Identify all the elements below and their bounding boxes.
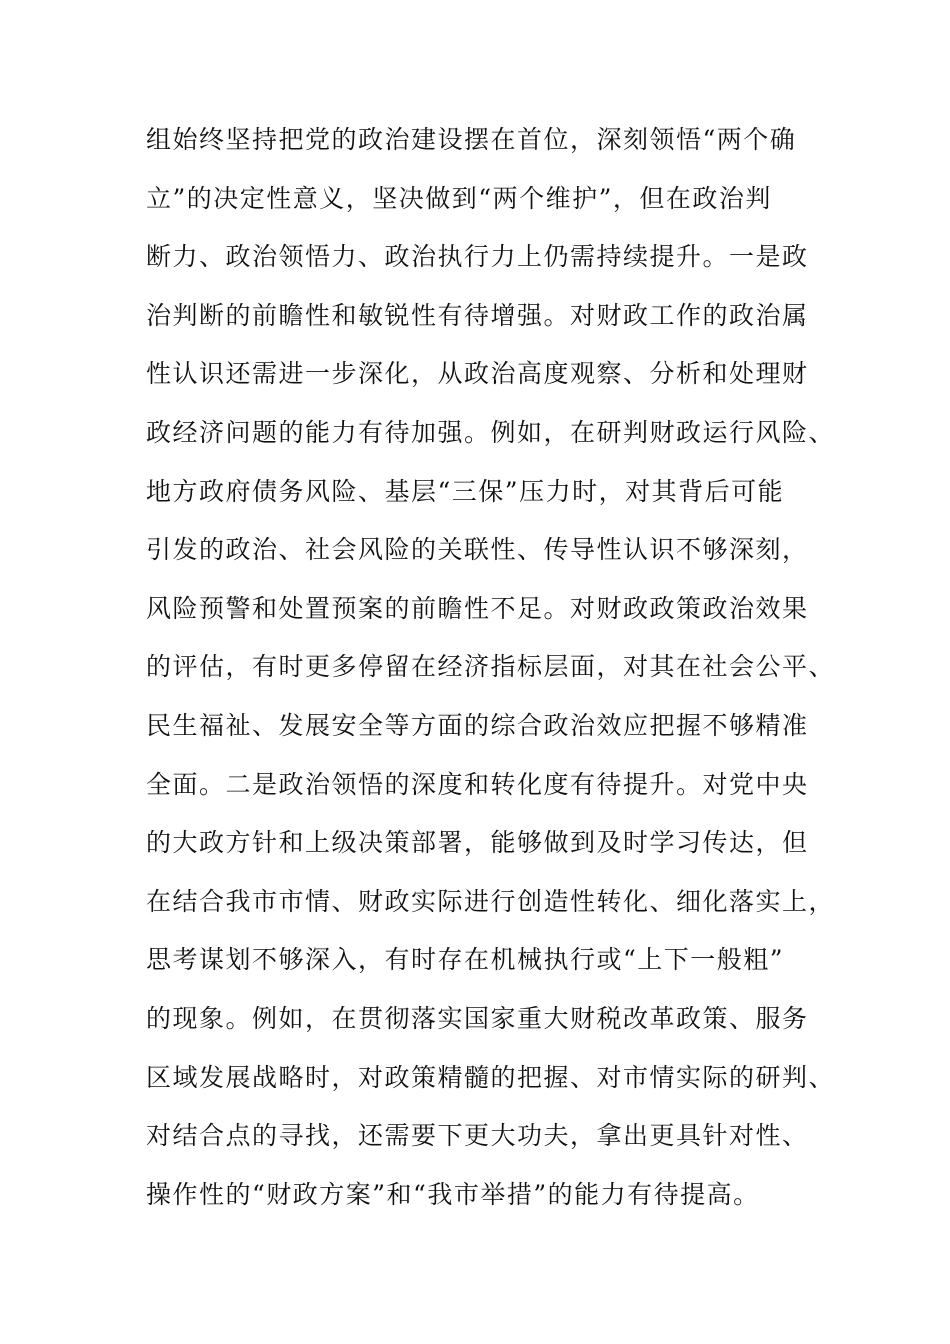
body-text [146,118,836,1231]
text-line: 的大政方针和上级决策部署，能够做到及时学习传达，但 [146,828,809,858]
text-line: 区域发展战略时，对政策精髓的把握、对市情实际的研判、 [146,1062,836,1092]
text-line: 立”的决定性意义，坚决做到“两个维护”，但在政治判 [146,183,772,213]
text-line: 的现象。例如，在贯彻落实国家重大财税改革政策、服务 [146,1003,809,1033]
text-line: 操作性的“财政方案”和“我市举措”的能力有待提高。 [146,1179,760,1209]
text-line: 的评估，有时更多停留在经济指标层面，对其在社会公平、 [146,652,836,682]
text-line: 全面。二是政治领悟的深度和转化度有待提升。对党中央 [146,769,809,799]
text-line: 在结合我市市情、财政实际进行创造性转化、细化落实上， [146,886,836,916]
text-line: 性认识还需进一步深化，从政治高度观察、分析和处理财 [146,359,809,389]
text-line: 思考谋划不够深入，有时存在机械执行或“上下一般粗” [146,945,785,975]
text-line: 断力、政治领悟力、政治执行力上仍需持续提升。一是政 [146,242,809,272]
text-line: 民生福祉、发展安全等方面的综合政治效应把握不够精准 [146,710,809,740]
text-line: 政经济问题的能力有待加强。例如，在研判财政运行风险、 [146,417,836,447]
text-line: 地方政府债务风险、基层“三保”压力时，对其背后可能 [146,476,785,506]
text-line: 对结合点的寻找，还需要下更大功夫，拿出更具针对性、 [146,1121,809,1151]
text-line: 风险预警和处置预案的前瞻性不足。对财政政策政治效果 [146,593,809,623]
text-line: 治判断的前瞻性和敏锐性有待增强。对财政工作的政治属 [146,300,809,330]
text-line: 引发的政治、社会风险的关联性、传导性认识不够深刻， [146,535,809,565]
text-line: 组始终坚持把党的政治建设摆在首位，深刻领悟“两个确 [146,125,797,154]
